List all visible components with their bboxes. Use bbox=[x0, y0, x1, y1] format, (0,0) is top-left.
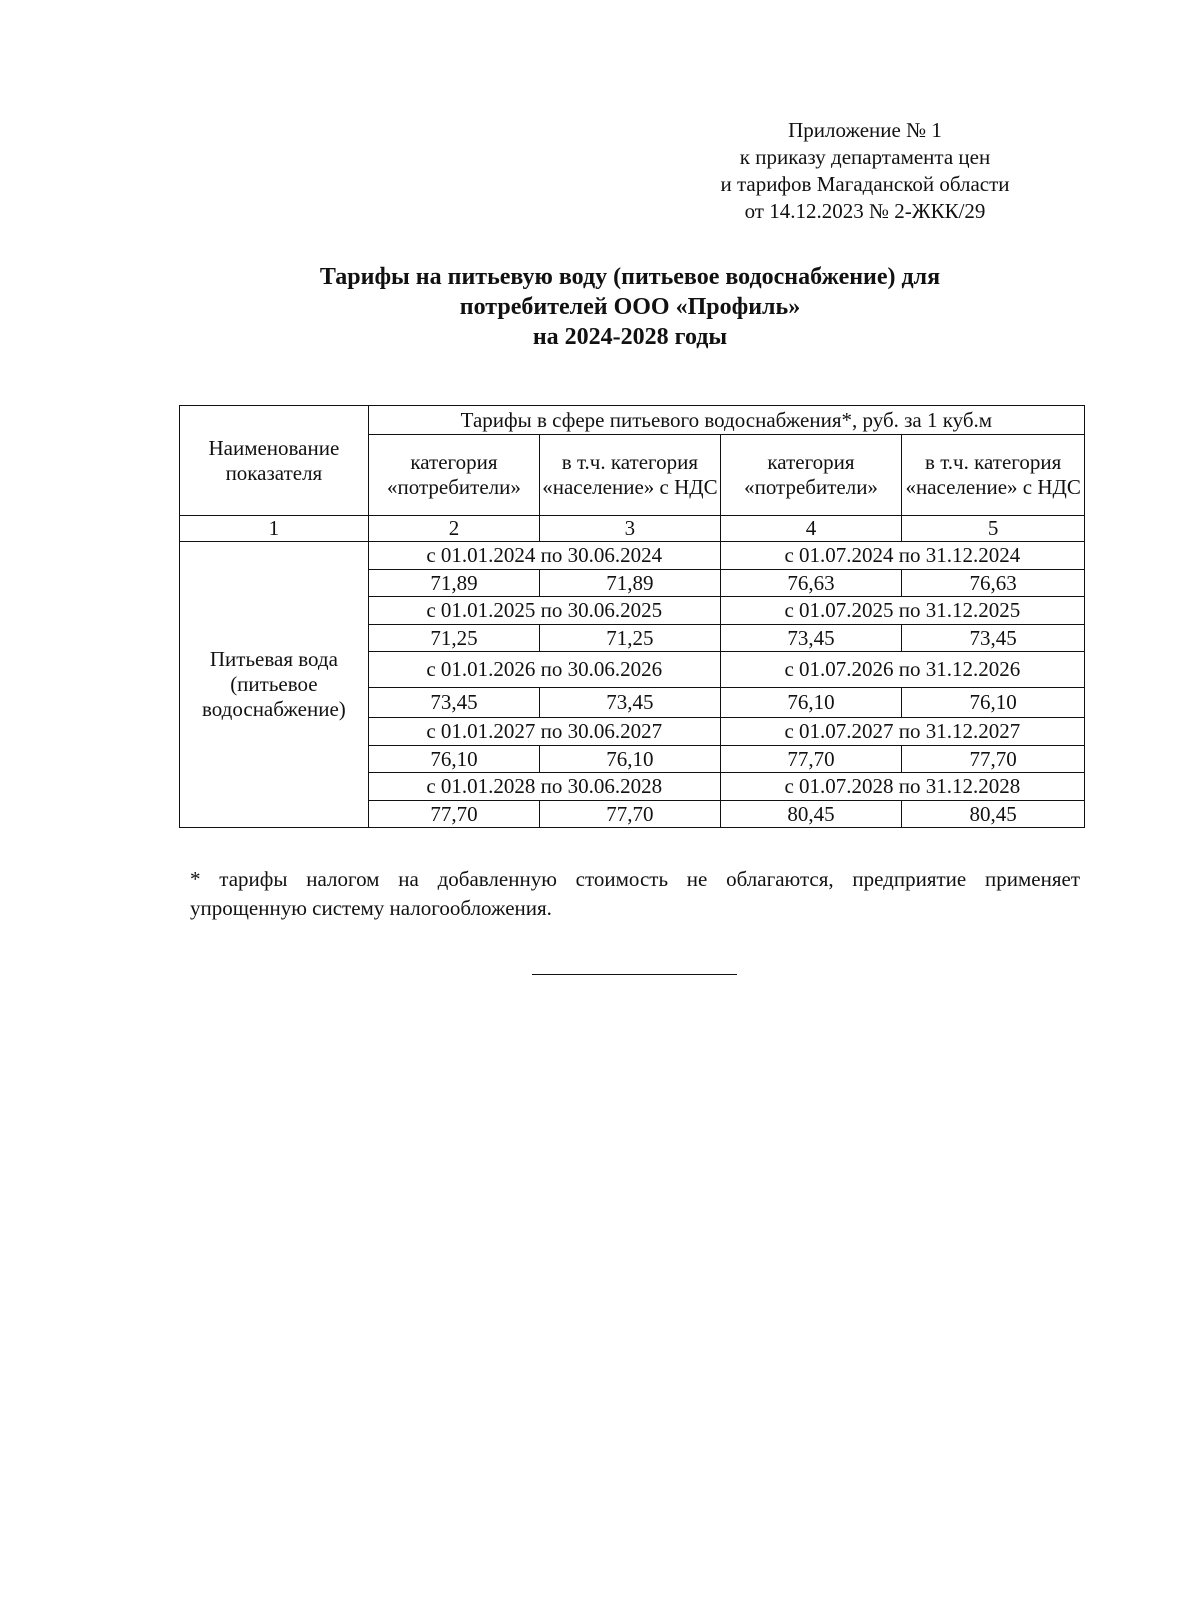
tariff-value: 76,10 bbox=[540, 746, 721, 773]
tariff-value: 80,45 bbox=[902, 801, 1085, 828]
col-header-population-h2: в т.ч. категория «население» с НДС bbox=[902, 435, 1085, 516]
period-2028-first-half: с 01.01.2028 по 30.06.2028 bbox=[368, 773, 720, 801]
tariff-value: 73,45 bbox=[540, 688, 721, 718]
tariff-value: 73,45 bbox=[720, 625, 902, 652]
period-2026-second-half: с 01.07.2026 по 31.12.2026 bbox=[720, 652, 1084, 688]
tariff-value: 73,45 bbox=[902, 625, 1085, 652]
column-number: 2 bbox=[368, 516, 539, 542]
period-2025-second-half: с 01.07.2025 по 31.12.2025 bbox=[720, 597, 1084, 625]
column-number-row bbox=[180, 516, 1085, 542]
period-2026-first-half: с 01.01.2026 по 30.06.2026 bbox=[368, 652, 720, 688]
indicator-name: Питьевая вода (питьевое водоснабжение) bbox=[180, 542, 369, 828]
tariff-group-header: Тарифы в сфере питьевого водоснабжения*, руб. за 1 куб.м bbox=[368, 406, 1084, 435]
title-line-1: Тарифы на питьевую воду (питьевое водоснабжение) для bbox=[319, 264, 941, 290]
tariff-value: 76,10 bbox=[902, 688, 1085, 718]
tariff-value: 77,70 bbox=[902, 746, 1085, 773]
col-header-population-h1: в т.ч. категория «население» с НДС bbox=[540, 435, 721, 516]
period-2024-first-half: с 01.01.2024 по 30.06.2024 bbox=[368, 542, 720, 570]
tariff-value: 76,10 bbox=[368, 746, 539, 773]
col-header-consumers-h2: категория «потребители» bbox=[720, 435, 902, 516]
tariff-value: 73,45 bbox=[368, 688, 539, 718]
period-2027-second-half: с 01.07.2027 по 31.12.2027 bbox=[720, 718, 1084, 746]
tariff-value: 71,25 bbox=[368, 625, 539, 652]
appendix-number: Приложение № 1 bbox=[788, 118, 942, 142]
tariff-value: 76,63 bbox=[902, 570, 1085, 597]
tariff-value: 77,70 bbox=[540, 801, 721, 828]
appendix-department: и тарифов Магаданской области bbox=[720, 172, 1010, 196]
tariff-value: 71,89 bbox=[540, 570, 721, 597]
period-2024-second-half: с 01.07.2024 по 31.12.2024 bbox=[720, 542, 1084, 570]
appendix-reference bbox=[650, 117, 1080, 225]
tariff-table bbox=[179, 405, 1085, 828]
title-line-3: на 2024-2028 годы bbox=[532, 324, 728, 350]
appendix-order-date: от 14.12.2023 № 2-ЖКК/29 bbox=[744, 199, 986, 223]
tariff-value: 77,70 bbox=[720, 746, 902, 773]
period-row-2024 bbox=[180, 542, 1085, 570]
tariff-value: 77,70 bbox=[368, 801, 539, 828]
period-2027-first-half: с 01.01.2027 по 30.06.2027 bbox=[368, 718, 720, 746]
tariff-value: 71,25 bbox=[540, 625, 721, 652]
column-number: 1 bbox=[180, 516, 369, 542]
col-header-consumers-h1: категория «потребители» bbox=[368, 435, 539, 516]
period-2025-first-half: с 01.01.2025 по 30.06.2025 bbox=[368, 597, 720, 625]
end-divider bbox=[532, 974, 737, 975]
tariff-value: 80,45 bbox=[720, 801, 902, 828]
tariff-value: 71,89 bbox=[368, 570, 539, 597]
document-title bbox=[180, 262, 1080, 352]
column-number: 4 bbox=[720, 516, 902, 542]
column-number: 3 bbox=[540, 516, 721, 542]
column-number: 5 bbox=[902, 516, 1085, 542]
indicator-header: Наименование показателя bbox=[180, 406, 369, 516]
footnote: * тарифы налогом на добавленную стоимость не облагаются, предприятие применяет упрощенную систему налогообложения. bbox=[190, 867, 1080, 920]
appendix-order-ref: к приказу департамента цен bbox=[739, 145, 991, 169]
tariff-value: 76,10 bbox=[720, 688, 902, 718]
period-2028-second-half: с 01.07.2028 по 31.12.2028 bbox=[720, 773, 1084, 801]
tariff-value: 76,63 bbox=[720, 570, 902, 597]
table-header-row bbox=[180, 406, 1085, 435]
title-line-2: потребителей ООО «Профиль» bbox=[459, 294, 801, 320]
